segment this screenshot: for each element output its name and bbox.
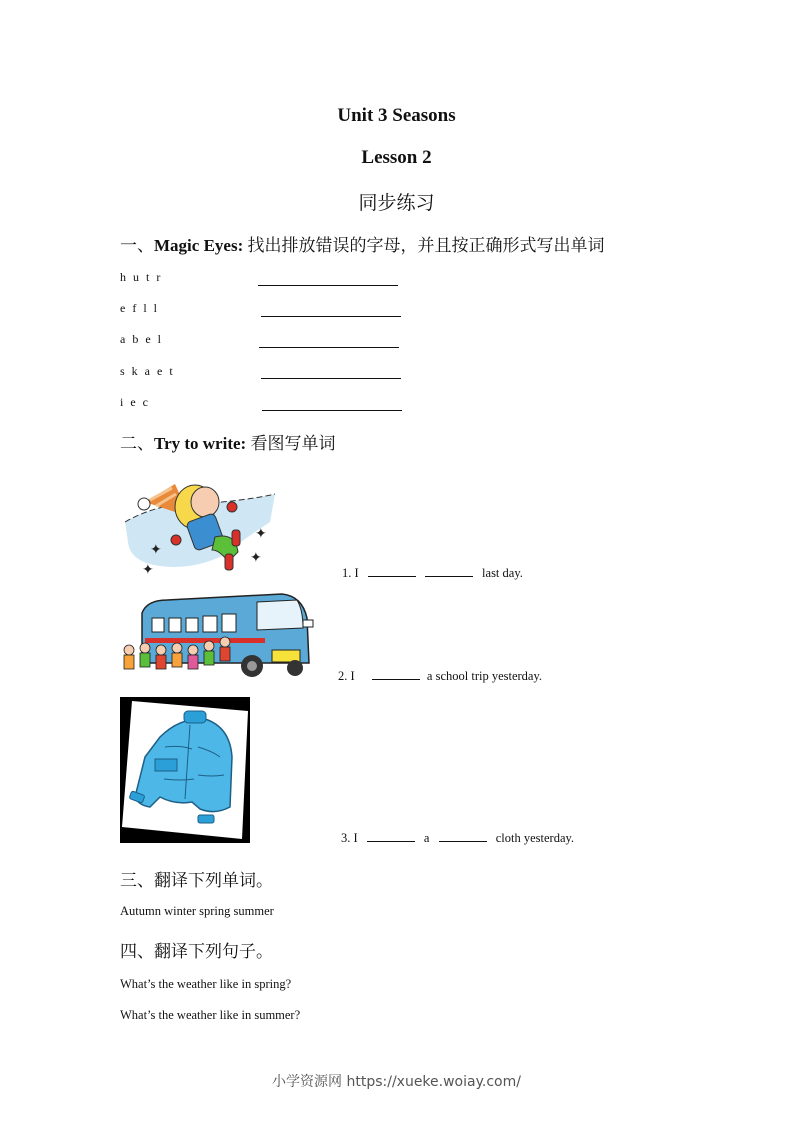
section-3-words: Autumn winter spring summer <box>120 904 274 918</box>
page-title: Unit 3 Seasons <box>337 105 456 126</box>
sentence-2-blank-1[interactable] <box>372 669 420 680</box>
svg-text:✦: ✦ <box>250 551 262 566</box>
sentence-3-blank-2[interactable] <box>439 831 487 842</box>
scrambled-word-4: s k a e t <box>120 364 175 378</box>
answer-blank-5[interactable] <box>262 410 402 411</box>
sentence-1-prefix: 1. I <box>342 566 359 580</box>
section-4-sentence-2: What’s the weather like in summer? <box>120 1008 301 1022</box>
sentence-2-suffix: a school trip yesterday. <box>426 669 543 683</box>
sentence-3-suffix: cloth yesterday. <box>495 831 575 845</box>
sentence-1-suffix: last day. <box>482 566 523 580</box>
section-2-title-cn: 看图写单词 <box>250 434 336 454</box>
section-4-title: 四、翻译下列句子。 <box>120 942 273 962</box>
answer-blank-4[interactable] <box>261 378 401 379</box>
sentence-1-blank-1[interactable] <box>368 566 416 577</box>
sentence-1 <box>342 566 523 581</box>
scrambled-word-1: h u t r <box>120 270 163 284</box>
section-4-heading <box>120 937 273 962</box>
sentence-2 <box>338 669 542 684</box>
section-1-heading <box>120 231 604 256</box>
scrambled-word-3: a b e l <box>120 332 163 346</box>
scrambled-word-2: e f l l <box>120 301 159 315</box>
svg-text:✦: ✦ <box>142 563 154 578</box>
section-2-number: 二、 <box>120 434 154 454</box>
answer-blank-1[interactable] <box>258 285 398 286</box>
section-1-title-cn: 找出排放错误的字母，并且按正确形式写出单词 <box>247 236 605 256</box>
answer-blank-3[interactable] <box>259 347 399 348</box>
section-1-title-en: Magic Eyes: <box>154 236 244 255</box>
blue-down-jacket-image <box>120 697 250 843</box>
lesson-title: Lesson 2 <box>361 147 432 168</box>
sentence-2-prefix: 2. I <box>338 669 355 683</box>
svg-text:✦: ✦ <box>150 543 162 558</box>
section-3-title: 三、翻译下列单词。 <box>120 871 273 891</box>
svg-text:✦: ✦ <box>255 527 267 542</box>
footer-watermark: 小学资源网 https://xueke.woiay.com/ <box>272 1074 521 1090</box>
page-subtitle: 同步练习 <box>358 192 435 214</box>
school-bus-children-image <box>117 588 319 680</box>
section-2-title-en: Try to write: <box>154 434 247 453</box>
section-2-heading <box>120 429 335 454</box>
section-3-heading <box>120 866 273 891</box>
sentence-3 <box>341 831 574 846</box>
sentence-3-blank-1[interactable] <box>367 831 415 842</box>
section-4-sentence-1: What’s the weather like in spring? <box>120 977 292 991</box>
sentence-3-mid: a <box>423 831 430 845</box>
sentence-1-blank-2[interactable] <box>425 566 473 577</box>
answer-blank-2[interactable] <box>261 316 401 317</box>
section-1-number: 一、 <box>120 236 154 256</box>
child-falling-on-ice-image <box>120 462 280 580</box>
sentence-3-prefix: 3. I <box>341 831 358 845</box>
scrambled-word-5: i e c <box>120 395 150 409</box>
